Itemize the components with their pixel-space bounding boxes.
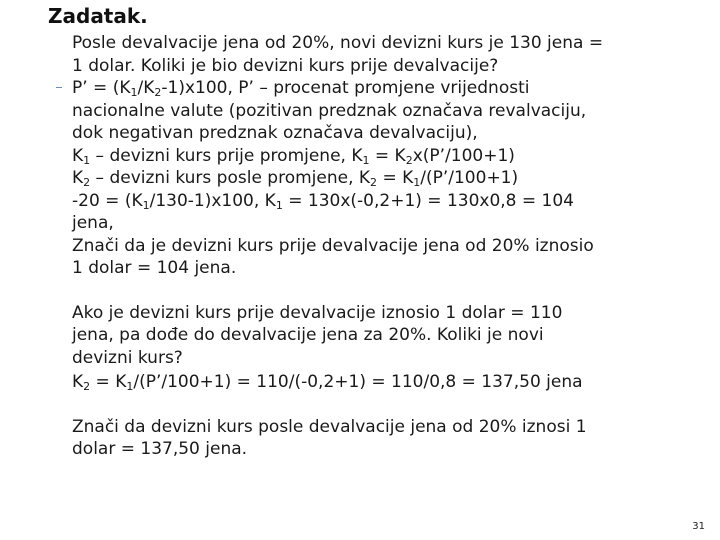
problem2-question-line-1: Ako je devizni kurs prije devalvacije iznosio 1 dolar = 110	[72, 302, 563, 323]
calc-text: K	[72, 372, 84, 392]
problem2-question-line-3: devizni kurs?	[72, 347, 183, 368]
subscript: 2	[370, 176, 378, 189]
page-number: 31	[692, 521, 705, 532]
subscript: 1	[130, 86, 138, 99]
subscript: 1	[142, 198, 150, 212]
def-text: – devizni kurs posle promjene, K	[90, 168, 371, 188]
formula-text: P’ = (K	[72, 78, 131, 98]
k1-definition	[72, 145, 717, 168]
def-text: K	[72, 145, 84, 166]
subscript: 2	[405, 153, 413, 167]
calc-text: = K	[90, 372, 127, 392]
k2-definition	[72, 167, 717, 190]
def-text: – devizni kurs prije promjene, K	[90, 145, 363, 166]
problem1-calculation-end: jena,	[72, 213, 114, 233]
def-text: K	[72, 168, 84, 188]
formula-desc-line-2: dok negativan predznak označava devalvaciju),	[72, 123, 478, 143]
problem2-question-line-2: jena, pa dođe do devalvacije jena za 20%. Koliki je novi	[72, 325, 544, 345]
problem1-question-line-1: Posle devalvacije jena od 20%, novi devizni kurs je 130 jena =	[72, 33, 604, 53]
def-text: /(P’/100+1)	[420, 168, 519, 188]
subscript: 1	[413, 176, 421, 189]
def-text: x(P’/100+1)	[412, 145, 515, 166]
subscript: 2	[83, 380, 91, 393]
subscript: 1	[126, 380, 134, 393]
calc-text: -20 = (K	[72, 190, 143, 211]
problem2-calculation	[72, 371, 717, 394]
bullet-dash	[56, 87, 62, 88]
calc-text: /(P’/100+1) = 110/(-0,2+1) = 110/0,8 = 137,50 jena	[133, 372, 583, 392]
spacer	[72, 394, 717, 416]
slide-body	[72, 32, 717, 461]
subscript: 2	[83, 176, 91, 189]
subscript: 2	[154, 86, 162, 99]
formula-line	[72, 77, 717, 100]
subscript: 1	[275, 198, 283, 212]
problem1-conclusion-line-1: Znači da je devizni kurs prije devalvacije jena od 20% iznosio	[72, 235, 594, 256]
problem1-calculation	[72, 190, 717, 213]
formula-text: -1)x100, P’ – procenat promjene vrijednosti	[161, 78, 530, 98]
def-text: = K	[377, 168, 414, 188]
subscript: 1	[362, 153, 370, 167]
problem2-conclusion-line-1: Znači da devizni kurs posle devalvacije jena od 20% iznosi 1	[72, 416, 587, 437]
calc-text: /130-1)x100, K	[149, 190, 276, 211]
calc-text: = 130x(-0,2+1) = 130x0,8 = 104	[282, 190, 574, 211]
formula-desc-line-1: nacionalne valute (pozitivan predznak označava revalvaciju,	[72, 100, 587, 121]
formula-text: /K	[137, 78, 155, 98]
spacer	[72, 280, 717, 302]
slide-title: Zadatak.	[48, 4, 148, 28]
problem2-conclusion-line-2: dolar = 137,50 jena.	[72, 439, 248, 459]
subscript: 1	[83, 153, 91, 167]
problem1-question-line-2: 1 dolar. Koliki je bio devizni kurs prije devalvacije?	[72, 55, 499, 76]
problem1-conclusion-line-2: 1 dolar = 104 jena.	[72, 258, 237, 278]
def-text: = K	[369, 145, 406, 166]
